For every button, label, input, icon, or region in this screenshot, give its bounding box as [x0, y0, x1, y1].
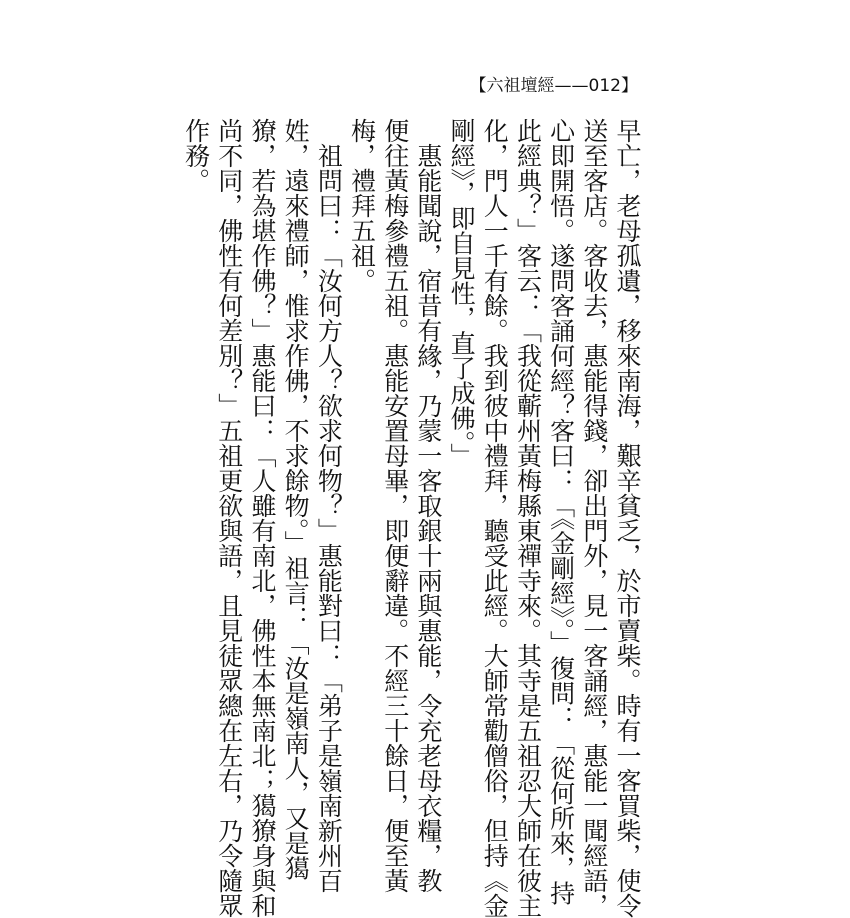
text-column: 祖問曰：「汝何方人？欲求何物？」惠能對曰：「弟子是嶺南新州百: [314, 118, 344, 893]
text-column: 早亡，老母孤遺，移來南海，艱辛貧乏，於市賣柴。時有一客買柴，使令: [613, 118, 642, 918]
text-column: 作務。: [181, 118, 211, 193]
text-column: 化，門人一千有餘。我到彼中禮拜，聽受此經。大師常勸僧俗，但持《金: [480, 118, 510, 918]
page-header: 【六祖壇經——012】: [469, 76, 638, 96]
text-column: 姓，遠來禮師，惟求作佛，不求餘物。」祖言：「汝是嶺南人，又是獦: [281, 118, 311, 881]
text-column: 剛經》，即自見性，直了成佛。」: [447, 118, 477, 468]
text-column: 惠能聞說，宿昔有緣，乃蒙一客取銀十兩與惠能，令充老母衣糧，教: [413, 118, 443, 893]
text-column: 尚不同，佛性有何差別？」五祖更欲與語，且見徒眾總在左右，乃令隨眾: [214, 118, 244, 918]
text-column: 心即開悟。遂問客誦何經？客曰：「《金剛經》。」復問：「從何所來，持: [546, 118, 576, 906]
text-column: 梅，禮拜五祖。: [347, 118, 377, 293]
text-column: 獠，若為堪作佛？」惠能曰：「人雖有南北，佛性本無南北；獦獠身與和: [247, 118, 277, 918]
text-column: 便往黃梅參禮五祖。惠能安置母畢，即便辭違。不經三十餘日，便至黃: [380, 118, 410, 893]
text-column: 此經典？」客云：「我從蘄州黃梅縣東禪寺來。其寺是五祖忍大師在彼主: [513, 118, 543, 918]
vertical-text-body: [181, 118, 644, 918]
text-column: 送至客店。客收去，惠能得錢，卻出門外，見一客誦經，惠能一聞經語，: [579, 118, 609, 918]
